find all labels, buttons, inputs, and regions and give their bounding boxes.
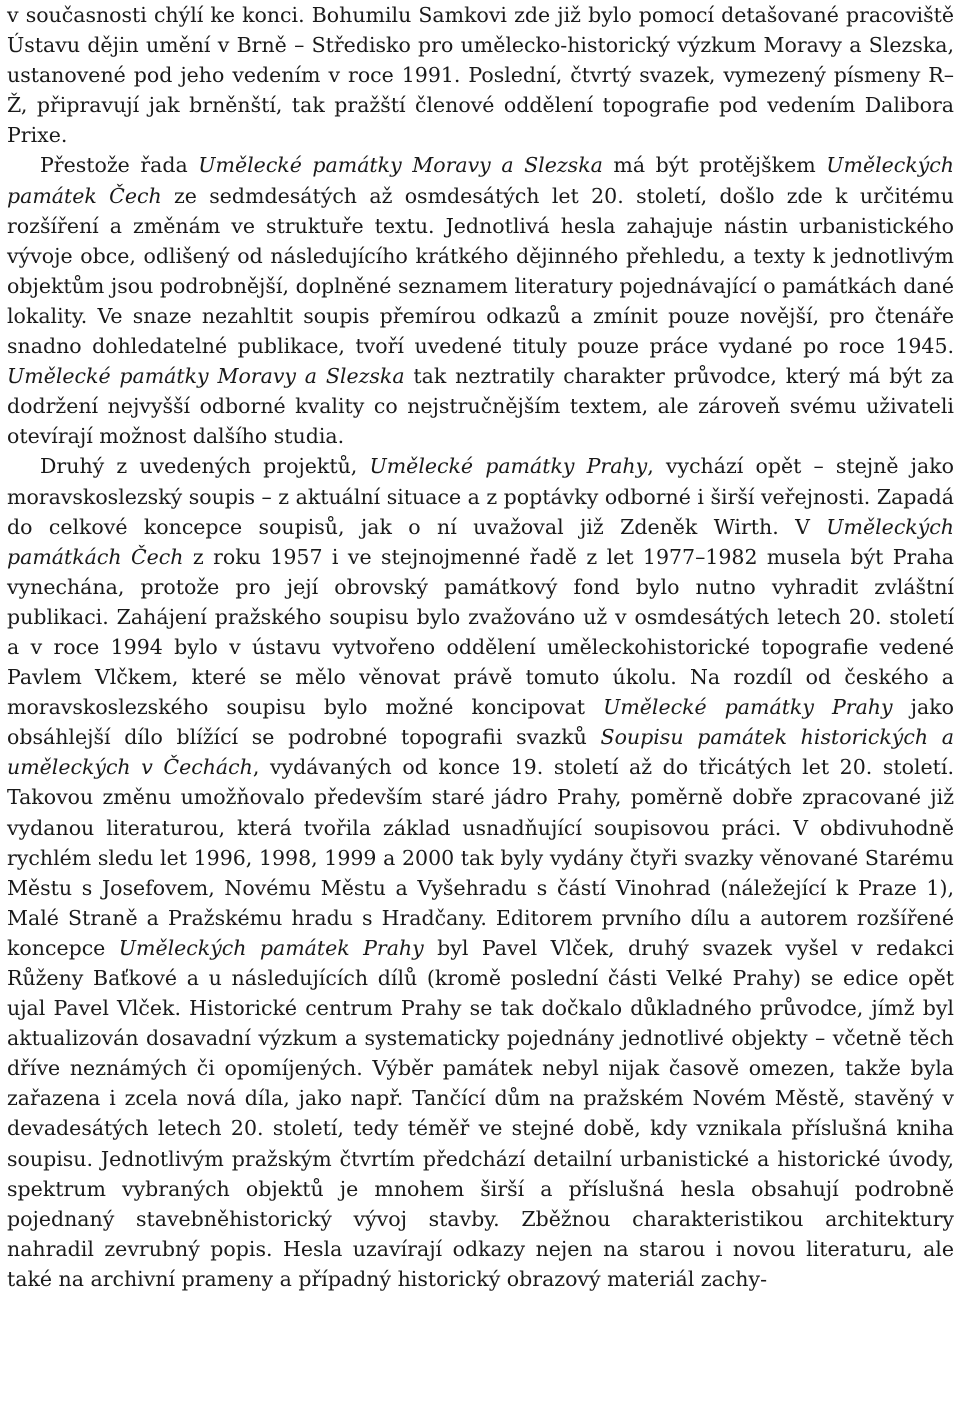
paragraph — [7, 150, 954, 451]
italic-title: Uměleckých památek Prahy — [118, 935, 424, 960]
italic-title: Uměleckých památkách Čech — [7, 514, 954, 569]
text-run: jako obsáhlejší dílo blížící se podrobné topografii svazků — [7, 695, 954, 750]
italic-title: Umělecké památky Prahy — [603, 695, 893, 720]
italic-title: Uměleckých památek Čech — [7, 153, 954, 208]
text-run: , vychází opět – stejně jako moravskoslezský soupis – z aktuální situace a z poptávky odborné i širší veřejnosti. Zapadá do celkové koncepce soupisů, jak o ní uvažoval již Zdeněk Wirth. V — [7, 454, 954, 539]
paragraph — [7, 0, 954, 150]
italic-title: Soupisu památek historických a uměleckých v Čechách — [7, 725, 954, 780]
italic-title: Umělecké památky Moravy a Slezska — [7, 364, 405, 389]
italic-title: Umělecké památky Prahy — [369, 454, 648, 479]
text-run: Druhý z uvedených projektů, — [40, 454, 370, 479]
text-run: Přestože řada — [40, 153, 199, 178]
text-run: z roku 1957 i ve stejnojmenné řadě z let 1977–1982 musela být Praha vynechána, protože pro její obrovský památkový fond bylo nutno vyhradit zvláštní publikaci. Zahájení pražského soupisu bylo zvažováno už v osmdesátých letech 20. století a v roce 1994 bylo v ústavu vytvořeno oddělení uměleckohistorické topografie vedené Pavlem Vlčkem, které se mělo věnovat právě tomuto úkolu. Na rozdíl od českého a moravskoslezského soupisu bylo možné koncipovat — [7, 544, 955, 720]
text-run: ze sedmdesátých až osmdesátých let 20. století, došlo zde k určitému rozšíření a změnám ve struktuře textu. Jednotlivá hesla zahajuje nástin urbanistického vývoje obce, odlišený od následujícího krátkého dějinného přehledu, a texty k jednotlivým objektům jsou podrobnější, doplněné seznamem literatury pojednávající o památkách dané lokality. Ve snaze nezahltit soupis přemírou odkazů a zmínit pouze novější, pro čtenáře snadno dohledatelné publikace, tvoří uvedené tituly pouze práce vydané po roce 1945. — [7, 183, 954, 359]
italic-title: Umělecké památky Moravy a Slezska — [198, 153, 603, 178]
text-run: v současnosti chýlí ke konci. Bohumilu Samkovi zde již bylo pomocí detašované pracoviště Ústavu dějin umění v Brně – Středisko pro umělecko-historický výzkum Moravy a Slezska, ustanovené pod jeho vedením v roce 1991. Poslední, čtvrtý svazek, vymezený písmeny R–Ž, připravují jak brněnští, tak pražští členové oddělení topografie pod vedením Dalibora Prixe. — [7, 3, 954, 148]
text-run: má být protějškem — [602, 153, 827, 178]
text-run: , vydávaných od konce 19. století až do třicátých let 20. století. Takovou změnu umožňovalo především staré jádro Prahy, poměrně dobře zpracované již vydanou literaturou, která tvořila základ usnadňující soupisovou práci. V obdivuhodně rychlém sledu let 1996, 1998, 1999 a 2000 tak byly vydány čtyři svazky věnované Starému Městu s Josefovem, Novému Městu a Vyšehradu s částí Vinohrad (náležející k Praze 1), Malé Straně a Pražskému hradu s Hradčany. Editorem prvního dílu a autorem rozšířené koncepce — [7, 755, 954, 960]
paragraph — [7, 451, 954, 1294]
text-run: byl Pavel Vlček, druhý svazek vyšel v redakci Růženy Baťkové a u následujících dílů (kromě poslední části Velké Prahy) se edice opět ujal Pavel Vlček. Historické centrum Prahy se tak dočkalo důkladného průvodce, jímž byl aktualizován dosavadní výzkum a systematicky pojednány jednotlivé objekty – včetně těch dříve neznámých či opomíjených. Výběr památek nebyl nijak časově omezen, takže byla zařazena i zcela nová díla, jako např. Tančící dům na pražském Novém Městě, stavěný v devadesátých letech 20. století, tedy téměř ve stejné době, kdy vznikala příslušná kniha soupisu. Jednotlivým pražským čtvrtím předchází detailní urbanistické a historické úvody, spektrum vybraných objektů je mnohem širší a příslušná hesla obsahují podrobně pojednaný stavebněhistorický vývoj stavby. Zběžnou charakteristikou architektury nahradil zevrubný popis. Hesla uzavírají odkazy nejen na starou i novou literaturu, ale také na archivní prameny a případný historický obrazový materiál zachy- — [7, 935, 954, 1291]
text-body — [7, 0, 954, 1294]
text-run: tak neztratily charakter průvodce, který má být za dodržení nejvyšší odborné kvality co nejstručnějším textem, ale zároveň svému uživateli otevírají možnost dalšího studia. — [7, 364, 954, 449]
